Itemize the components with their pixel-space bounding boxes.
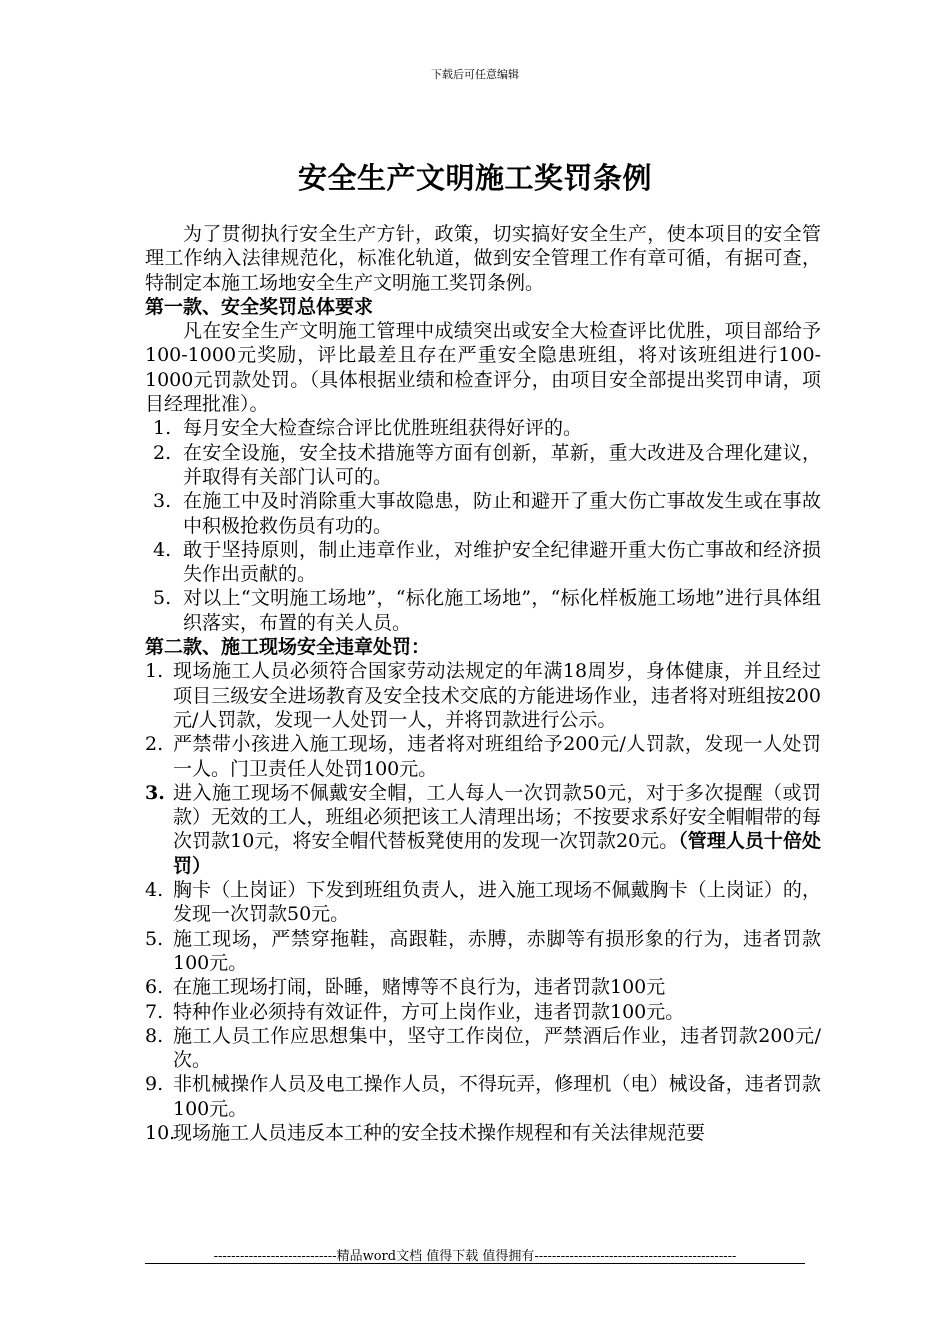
list-item-text: 在安全设施，安全技术措施等方面有创新，革新，重大改进及合理化建议，并取得有关部门认可的。 [183, 441, 821, 488]
list-item-number: 5. [153, 587, 172, 610]
list-item-text: 胸卡（上岗证）下发到班组负责人，进入施工现场不佩戴胸卡（上岗证）的，发现一次罚款50元。 [173, 879, 821, 926]
list-item-text: 施工人员工作应思想集中，坚守工作岗位，严禁酒后作业，违者罚款200元/次。 [173, 1024, 821, 1072]
list-item [145, 732, 821, 781]
list-item-number: 4. [145, 879, 164, 902]
list-item-number: 3. [145, 781, 165, 804]
list-item-text: 在施工中及时消除重大事故隐患，防止和避开了重大伤亡事故发生或在事故中积极抢救伤员有功的。 [183, 490, 821, 537]
list-item-number: 4. [153, 538, 172, 561]
section2-list [145, 659, 821, 1145]
list-item [145, 416, 821, 440]
list-item-number: 2. [145, 733, 164, 756]
list-item-text: 进入施工现场不佩戴安全帽，工人每人一次罚款50元，对于多次提醒（或罚款）无效的工人，班组必须把该工人清理出场；不按要求系好安全帽帽带的每次罚款10元，将安全帽代替板凳使用的发现一次罚款20元。 [173, 781, 821, 853]
list-item [145, 659, 821, 732]
list-item [145, 1072, 821, 1121]
header-note: 下载后可任意编辑 [431, 68, 519, 81]
list-item-text: 每月安全大检查综合评比优胜班组获得好评的。 [183, 417, 583, 440]
list-item [145, 538, 821, 587]
list-item-text: 敢于坚持原则，制止违章作业，对维护安全纪律避开重大伤亡事故和经济损失作出贡献的。 [183, 538, 821, 586]
list-item-text: 特种作业必须持有效证件，方可上岗作业，违者罚款100元。 [173, 1000, 685, 1023]
list-item [145, 1024, 821, 1073]
list-item-text: 现场施工人员违反本工种的安全技术操作规程和有关法律规范要 [173, 1121, 706, 1144]
list-item-number: 6. [145, 976, 164, 999]
document-body [145, 222, 821, 1145]
list-item [145, 441, 821, 490]
list-item-number: 2. [153, 441, 172, 464]
list-item-text: 严禁带小孩进入施工现场，违者将对班组给予200元/人罚款，发现一人处罚一人。门卫责任人处罚100元。 [173, 733, 821, 780]
section1-heading: 第一款、安全奖罚总体要求 [145, 295, 374, 318]
list-item [145, 927, 821, 976]
footer-divider [145, 1263, 805, 1264]
list-item-number: 1. [145, 660, 164, 683]
footer-note: ----------------------------精品word文档 值得下载 值得拥有---------------------------------------------- [213, 1249, 737, 1264]
list-item [145, 975, 821, 999]
list-item-number: 3. [153, 490, 172, 513]
list-item [145, 1121, 821, 1145]
list-item-text: 在施工现场打闹，卧睡，赌博等不良行为，违者罚款100元 [173, 976, 666, 999]
section1-list [145, 416, 821, 635]
list-item-text: 现场施工人员必须符合国家劳动法规定的年满18周岁，身体健康，并且经过项目三级安全进场教育及安全技术交底的方能进场作业，违者将对班组按200元/人罚款，发现一人处罚一人，并将罚款进行公示。 [173, 660, 821, 731]
list-item-text: 对以上“文明施工场地”，“标化施工场地”，“标化样板施工场地”进行具体组织落实，布置的有关人员。 [183, 587, 821, 634]
document-title: 安全生产文明施工奖罚条例 [297, 161, 652, 195]
section1-paragraph: 凡在安全生产文明施工管理中成绩突出或安全大检查评比优胜，项目部给予100-1000元奖励，评比最差且存在严重安全隐患班组，将对该班组进行100-1000元罚款处罚。（具体根据业绩和检查评分，由项目安全部提出奖罚申请，项目经理批准）。 [145, 320, 821, 416]
list-item-number: 1. [153, 417, 172, 440]
list-item-number: 5. [145, 927, 164, 950]
list-item-text: 非机械操作人员及电工操作人员，不得玩弄，修理机（电）械设备，违者罚款100元。 [173, 1073, 821, 1120]
list-item [145, 878, 821, 927]
list-item [145, 781, 821, 878]
emphasis-note: （管理人员十倍处罚） [173, 830, 821, 877]
list-item [145, 1000, 821, 1024]
list-item [145, 489, 821, 538]
list-item-number: 8. [145, 1024, 164, 1047]
list-item-number: 9. [145, 1073, 164, 1096]
list-item [145, 586, 821, 635]
list-item-text: 施工现场，严禁穿拖鞋，高跟鞋，赤膊，赤脚等有损形象的行为，违者罚款100元。 [173, 927, 821, 974]
section2-heading: 第二款、施工现场安全违章处罚： [145, 636, 431, 659]
intro-paragraph: 为了贯彻执行安全生产方针，政策，切实搞好安全生产，使本项目的安全管理工作纳入法律规范化，标准化轨道，做到安全管理工作有章可循，有据可查，特制定本施工场地安全生产文明施工奖罚条例。 [145, 223, 821, 294]
list-item-number: 7. [145, 1000, 164, 1023]
list-item-number: 10. [145, 1121, 176, 1144]
